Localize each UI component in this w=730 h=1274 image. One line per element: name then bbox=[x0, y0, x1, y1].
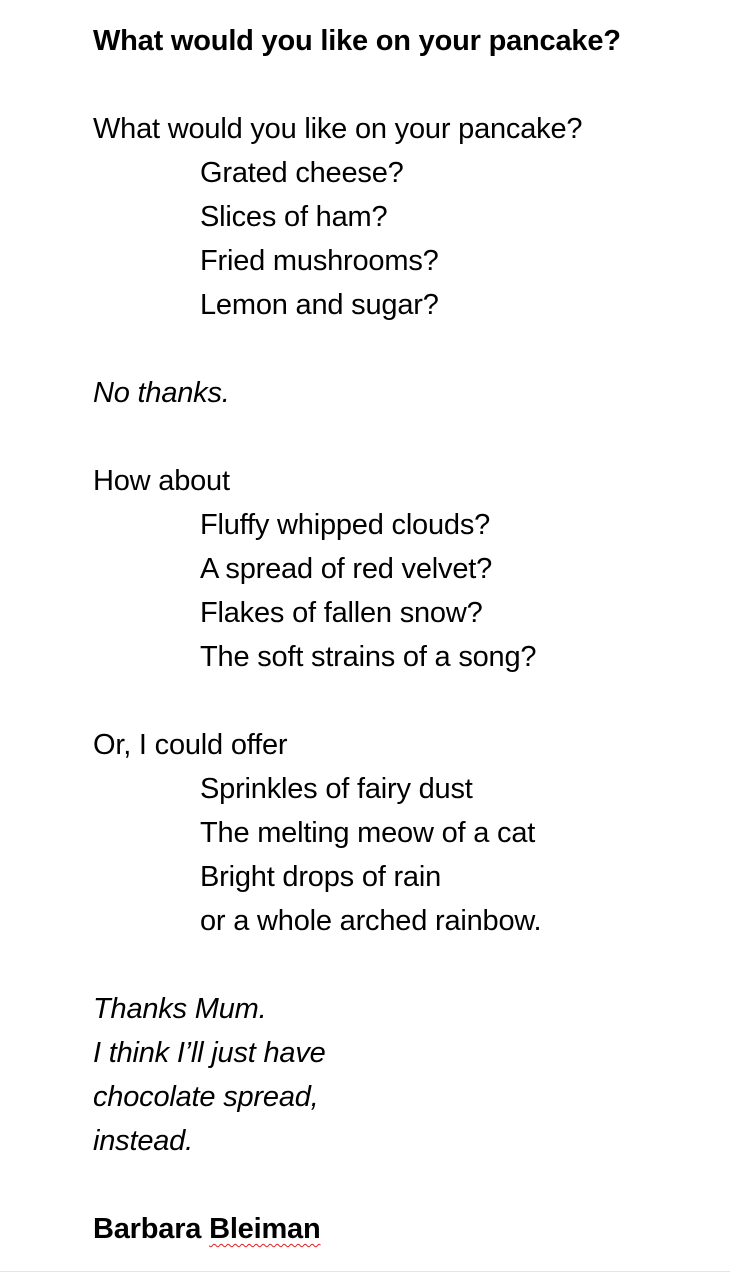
blank-line bbox=[93, 1163, 723, 1207]
ending-line: Thanks Mum. bbox=[93, 993, 267, 1025]
stanza1-line: Grated cheese? bbox=[200, 157, 404, 189]
stanza1-line: Fried mushrooms? bbox=[200, 245, 439, 277]
stanza1-line: Lemon and sugar? bbox=[200, 289, 439, 321]
stanza3-opening: Or, I could offer bbox=[93, 729, 288, 761]
blank-line bbox=[93, 943, 723, 987]
poem-document bbox=[93, 19, 723, 1251]
ending-line: I think I’ll just have bbox=[93, 1037, 326, 1069]
stanza2-opening: How about bbox=[93, 465, 230, 497]
author-last-name-spellcheck[interactable]: Bleiman bbox=[209, 1213, 321, 1245]
poem-title: What would you like on your pancake? bbox=[93, 25, 621, 57]
blank-line bbox=[93, 415, 723, 459]
stanza3-line: or a whole arched rainbow. bbox=[200, 905, 542, 937]
blank-line bbox=[93, 327, 723, 371]
stanza1-line: Slices of ham? bbox=[200, 201, 388, 233]
stanza2-line: A spread of red velvet? bbox=[200, 553, 493, 585]
stanza3-line: Bright drops of rain bbox=[200, 861, 442, 893]
reply-line: No thanks. bbox=[93, 377, 230, 409]
author-name bbox=[93, 1207, 723, 1251]
stanza2-line: Flakes of fallen snow? bbox=[200, 597, 483, 629]
page-bottom-divider bbox=[0, 1271, 730, 1272]
ending-line: chocolate spread, bbox=[93, 1081, 319, 1113]
stanza3-line: The melting meow of a cat bbox=[200, 817, 536, 849]
stanza3-line: Sprinkles of fairy dust bbox=[200, 773, 473, 805]
stanza1-opening: What would you like on your pancake? bbox=[93, 113, 583, 145]
stanza2-line: The soft strains of a song? bbox=[200, 641, 537, 673]
blank-line bbox=[93, 63, 723, 107]
author-first-name: Barbara bbox=[93, 1213, 202, 1245]
ending-line: instead. bbox=[93, 1125, 193, 1157]
blank-line bbox=[93, 679, 723, 723]
stanza2-line: Fluffy whipped clouds? bbox=[200, 509, 491, 541]
